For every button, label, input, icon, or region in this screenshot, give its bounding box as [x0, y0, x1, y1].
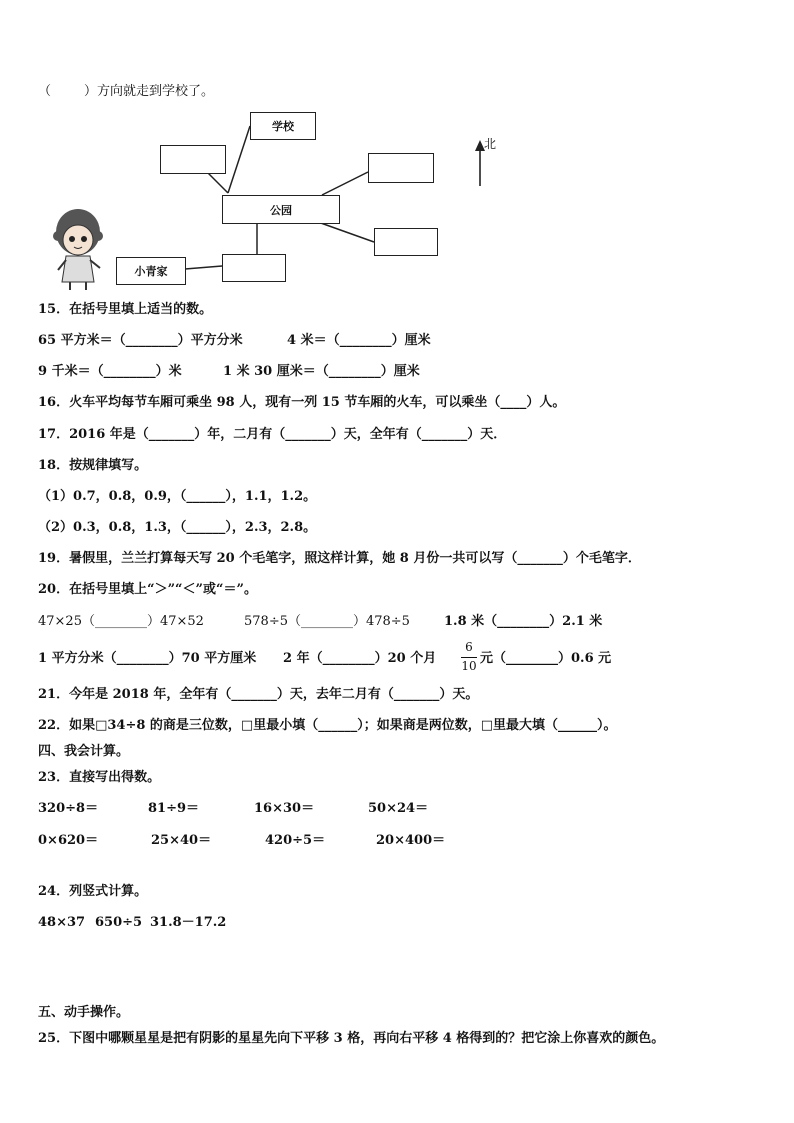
- line-top-right: [322, 172, 368, 195]
- q20-f-denominator: 10: [461, 659, 477, 673]
- q24-item-2: 650÷5: [95, 915, 143, 930]
- q20-e: 2 年（________）20 个月: [283, 651, 437, 666]
- q20-title: 20．在括号里填上“＞”“＜”或“＝”。: [38, 582, 257, 597]
- section-5-heading: 五、动手操作。: [38, 1005, 130, 1020]
- q20-d: 1 平方分米（________）70 平方厘米: [38, 651, 257, 666]
- q15-c: 9 千米＝（________）米: [38, 364, 182, 379]
- q23-r1-c3: 16×30＝: [254, 801, 315, 816]
- q20-b: 578÷5（________）478÷5: [244, 614, 410, 629]
- section-4-heading: 四、我会计算。: [38, 744, 130, 759]
- home-label: 小青家: [134, 265, 168, 278]
- q23-r1-c1: 320÷8＝: [38, 801, 99, 816]
- q16: 16．火车平均每节车厢可乘坐 98 人，现有一列 15 节车厢的火车，可以乘坐（____）人。: [38, 395, 566, 410]
- girl-illustration: [53, 209, 103, 290]
- blank-box-top-left[interactable]: [160, 145, 226, 174]
- q23-r2-c4: 20×400＝: [376, 833, 446, 848]
- q22: 22．如果□34÷8 的商是三位数，□里最小填（______）；如果商是两位数，□里最大填（______）。: [38, 718, 617, 733]
- q20-f-numerator: 6: [465, 640, 473, 654]
- north-label: 北: [484, 137, 497, 151]
- q18-title: 18．按规律填写。: [38, 458, 148, 473]
- line-school: [228, 126, 250, 193]
- q15-b: 4 米＝（________）厘米: [287, 333, 431, 348]
- q14-tail: （ ）方向就走到学校了。: [38, 84, 215, 99]
- q19: 19．暑假里，兰兰打算每天写 20 个毛笔字，照这样计算，她 8 月份一共可以写（_______）个毛笔字．: [38, 551, 641, 566]
- blank-box-top-right[interactable]: [368, 153, 434, 183]
- park-box: [222, 195, 340, 224]
- q15-title: 15．在括号里填上适当的数。: [38, 302, 213, 317]
- line-bottom-right: [318, 222, 374, 242]
- q24-item-1: 48×37: [38, 915, 86, 930]
- q15-d: 1 米 30 厘米＝（________）厘米: [223, 364, 420, 379]
- park-label: 公园: [270, 203, 292, 217]
- blank-box-bottom[interactable]: [222, 254, 286, 282]
- q24-item-3: 31.8－17.2: [150, 915, 227, 930]
- q18-s2: （2）0.3，0.8，1.3，（______），2.3，2.8。: [38, 520, 317, 535]
- q25: 25．下图中哪颗星星是把有阴影的星星先向下平移 3 格，再向右平移 4 格得到的？把它涂上你喜欢的颜色。: [38, 1031, 665, 1046]
- q20-a: 47×25（________）47×52: [38, 614, 204, 629]
- q20-f-fraction-bar: [461, 657, 477, 658]
- blank-box-bottom-right[interactable]: [374, 228, 438, 256]
- q20-f-tail: 元（________）0.6 元: [480, 651, 612, 666]
- q24-title: 24．列竖式计算。: [38, 884, 148, 899]
- q23-r2-c3: 420÷5＝: [265, 833, 326, 848]
- q23-title: 23．直接写出得数。: [38, 770, 161, 785]
- q23-r1-c2: 81÷9＝: [148, 801, 200, 816]
- q15-a: 65 平方米＝（________）平方分米: [38, 333, 243, 348]
- q23-r1-c4: 50×24＝: [368, 801, 429, 816]
- school-label: 学校: [272, 120, 294, 133]
- home-box: [116, 257, 186, 285]
- q23-r2-c1: 0×620＝: [38, 833, 99, 848]
- school-box: [250, 112, 316, 140]
- q18-s1: （1）0.7，0.8，0.9，（______），1.1，1.2。: [38, 489, 317, 504]
- q23-r2-c2: 25×40＝: [151, 833, 212, 848]
- q17: 17．2016 年是（_______）年，二月有（_______）天，全年有（_______）天．: [38, 427, 507, 442]
- line-home: [185, 266, 222, 269]
- q20-c: 1.8 米（________）2.1 米: [444, 614, 603, 629]
- q21: 21．今年是 2018 年，全年有（_______）天，去年二月有（_______）天。: [38, 687, 479, 702]
